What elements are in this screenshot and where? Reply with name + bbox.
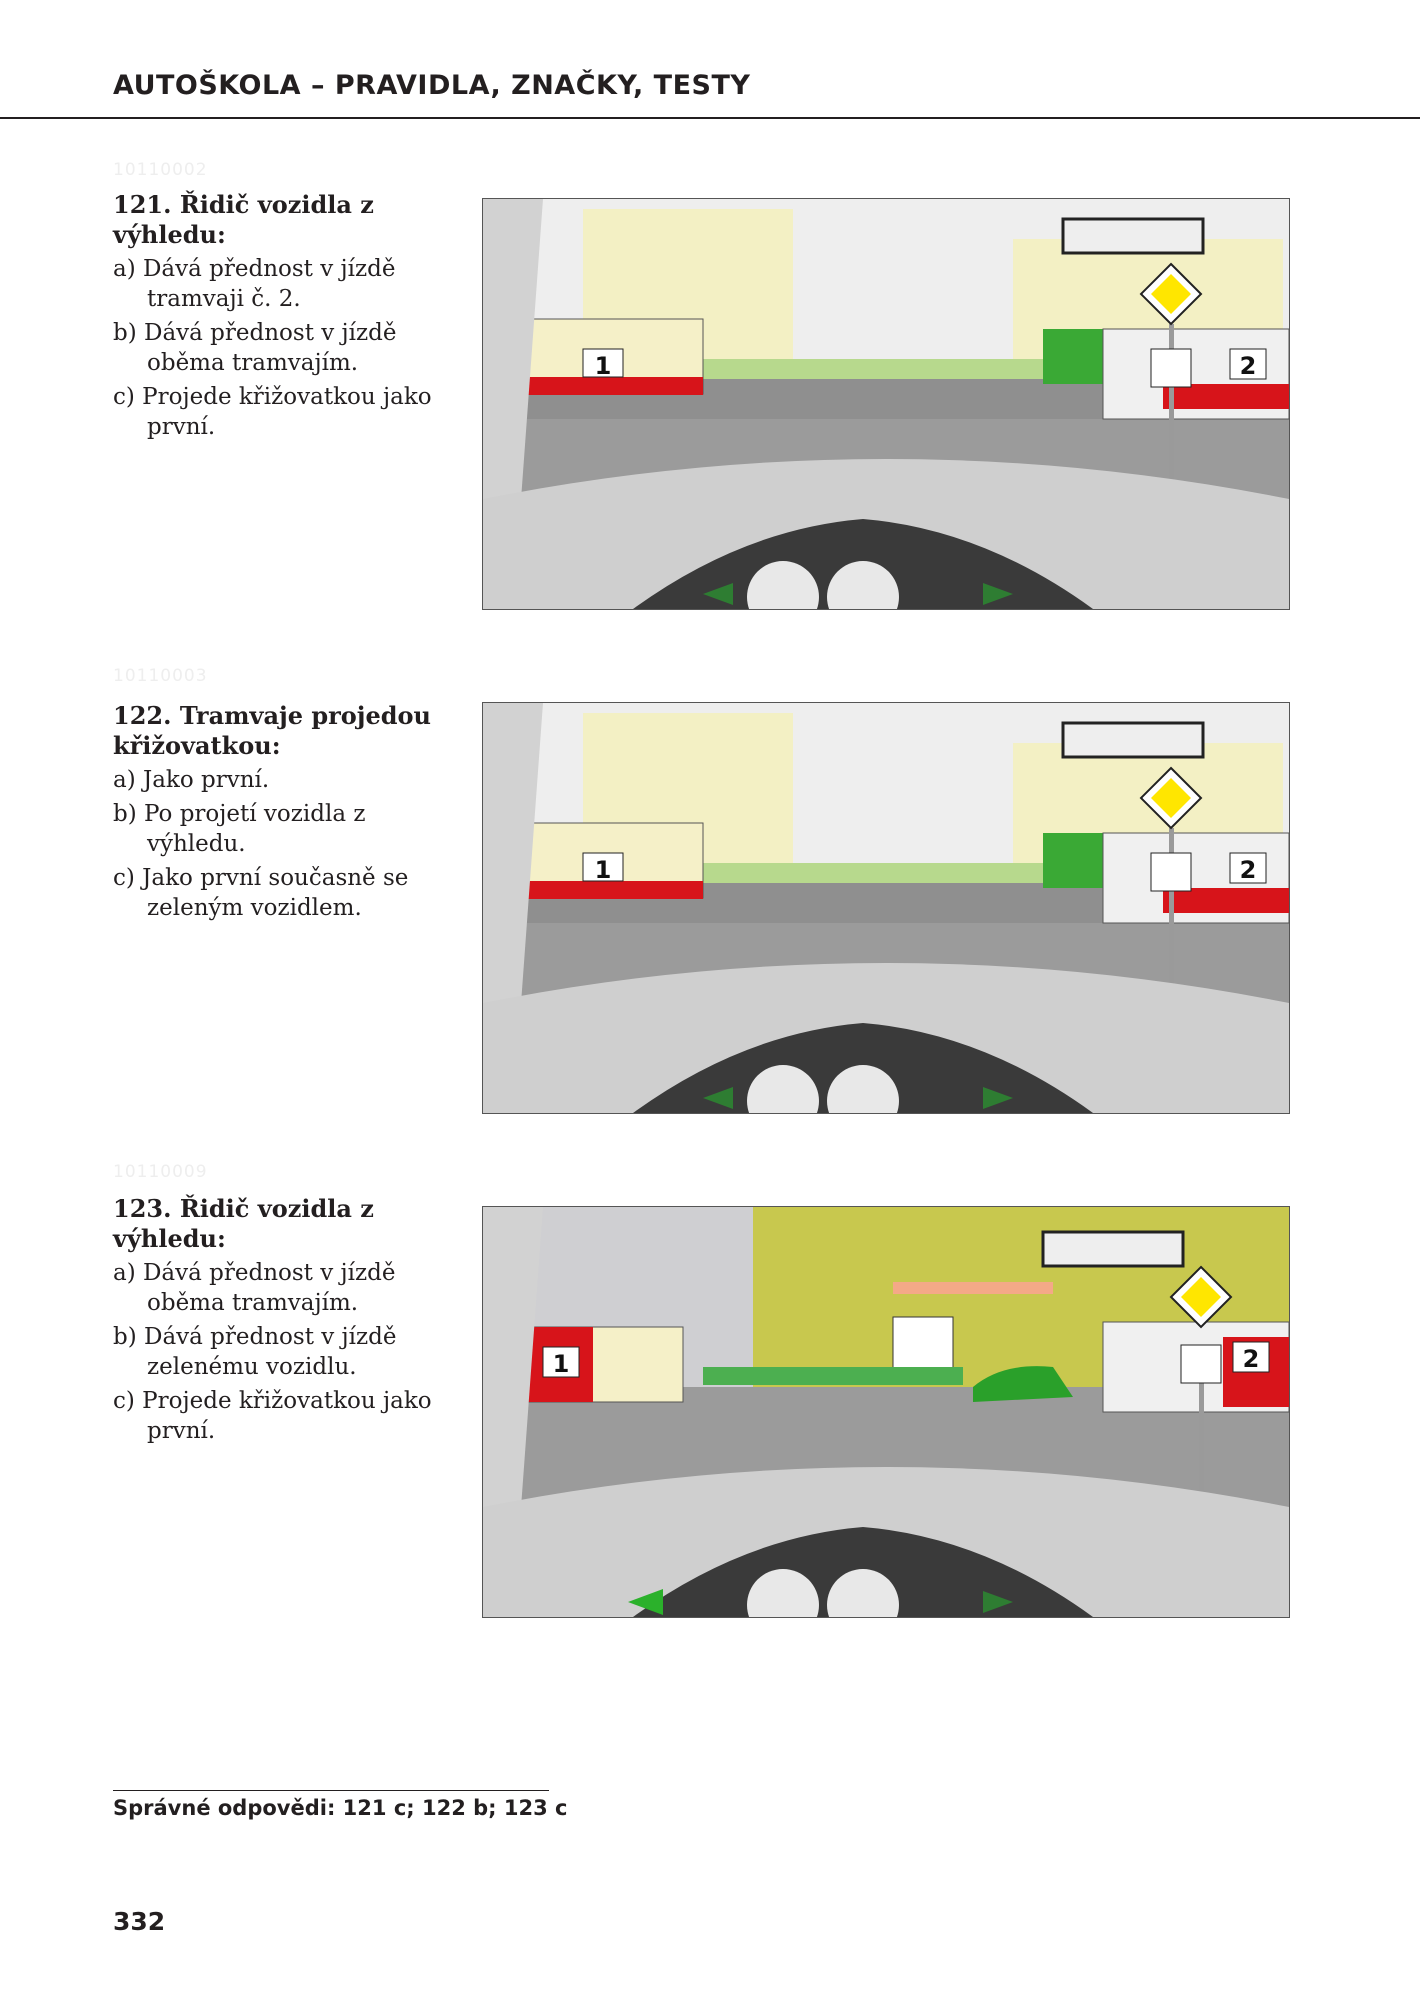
question-title: 121. Řidič vozidla z výhledu: <box>113 190 374 249</box>
answer-option-b[interactable]: b) Dává přednost v jízdě zelenému vozidlu. <box>113 1324 397 1380</box>
question-title: 123. Řidič vozidla z výhledu: <box>113 1194 374 1253</box>
footer-divider <box>113 1790 549 1791</box>
question-121 <box>113 190 453 442</box>
question-code: 10110003 <box>113 666 208 686</box>
question-code: 10110009 <box>113 1162 208 1182</box>
intersection-illustration <box>482 198 1290 610</box>
question-122 <box>113 701 453 923</box>
answer-option-c[interactable]: c) Projede křižovatkou jako první. <box>113 1388 432 1444</box>
question-123 <box>113 1194 453 1446</box>
answer-option-a[interactable]: a) Dává přednost v jízdě oběma tramvajím. <box>113 1260 396 1316</box>
question-title: 122. Tramvaje projedou křižovatkou: <box>113 701 431 760</box>
tram-2-label: 2 <box>1242 1345 1260 1373</box>
question-code: 10110002 <box>113 160 208 180</box>
tram-2-label: 2 <box>1239 352 1257 380</box>
tram-1-label: 1 <box>594 352 612 380</box>
intersection-illustration <box>482 1206 1290 1618</box>
page-number: 332 <box>113 1907 166 1936</box>
answer-option-a[interactable]: a) Dává přednost v jízdě tramvaji č. 2. <box>113 256 396 312</box>
correct-answers: Správné odpovědi: 121 c; 122 b; 123 c <box>113 1796 568 1820</box>
answer-option-c[interactable]: c) Projede křižovatkou jako první. <box>113 384 432 440</box>
answer-option-b[interactable]: b) Dává přednost v jízdě oběma tramvajím. <box>113 320 397 376</box>
answer-option-b[interactable]: b) Po projetí vozidla z výhledu. <box>113 801 366 857</box>
answer-option-c[interactable]: c) Jako první současně se zeleným vozidlem. <box>113 865 409 921</box>
tram-1-label: 1 <box>594 856 612 884</box>
answer-option-a[interactable]: a) Jako první. <box>113 767 270 793</box>
running-header: AUTOŠKOLA – PRAVIDLA, ZNAČKY, TESTY <box>113 70 751 101</box>
tram-1-label: 1 <box>552 1350 570 1378</box>
tram-2-label: 2 <box>1239 856 1257 884</box>
intersection-illustration <box>482 702 1290 1114</box>
header-divider <box>0 117 1420 119</box>
